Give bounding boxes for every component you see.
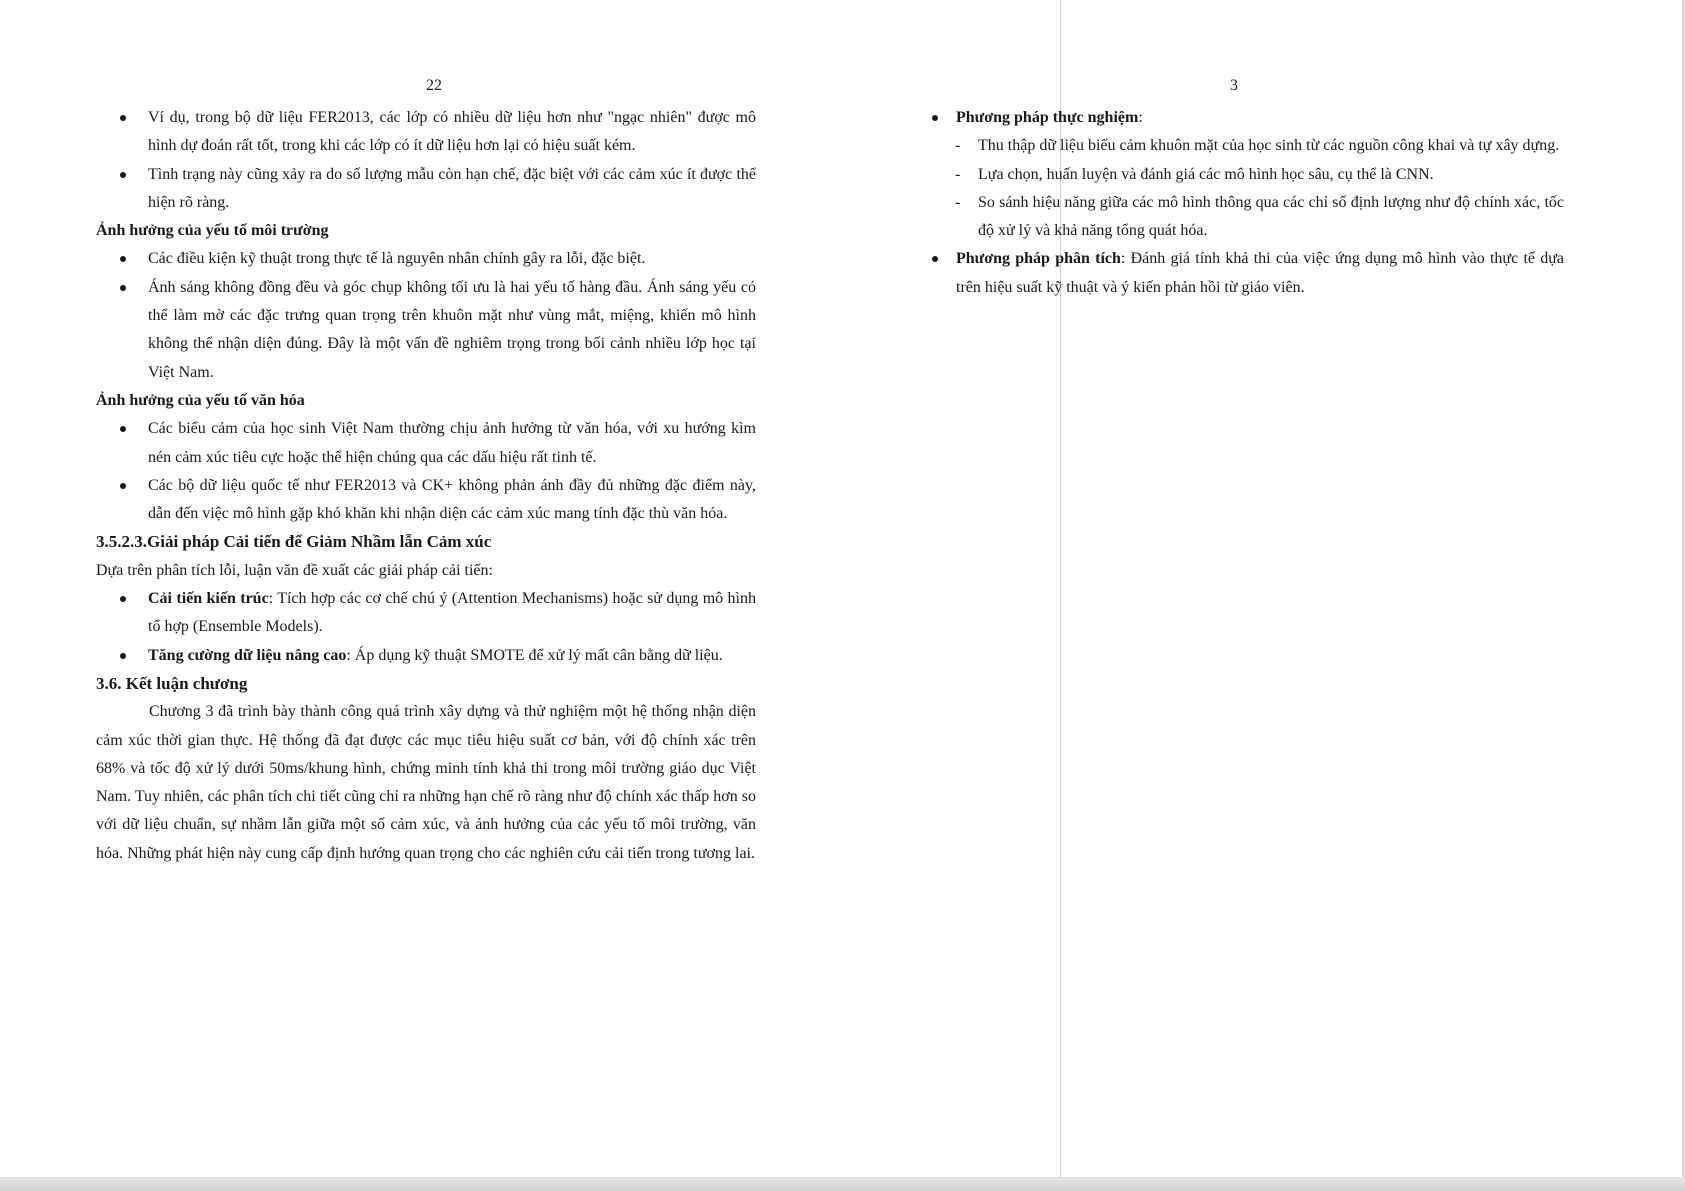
list-item: Các biểu cảm của học sinh Việt Nam thường chịu ảnh hưởng từ văn hóa, với xu hướng kìm nén cảm xúc tiêu cực hoặc thể hiện chúng qua các dấu hiệu rất tinh tế. <box>96 415 756 472</box>
bullet-icon <box>120 653 126 659</box>
scan-bottom-strip <box>0 1177 1685 1191</box>
left-page-number: 22 <box>426 77 442 94</box>
culture-bullets <box>96 415 756 528</box>
environment-bullets <box>96 245 756 386</box>
section-heading-3-6: 3.6. Kết luận chương <box>96 673 248 693</box>
bullet-icon <box>932 256 938 262</box>
list-item: - So sánh hiệu năng giữa các mô hình thông qua các chỉ số định lượng như độ chính xác, tốc độ xử lý và khả năng tổng quát hóa. <box>924 189 1564 246</box>
list-item: - Lựa chọn, huấn luyện và đánh giá các mô hình học sâu, cụ thể là CNN. <box>924 161 1564 189</box>
list-item: Phương pháp thực nghiệm: <box>924 104 1564 132</box>
bullet-icon <box>120 172 126 178</box>
bullet-icon <box>120 115 126 121</box>
bullet-icon <box>120 596 126 602</box>
dash-icon: - <box>955 193 961 211</box>
list-item: Tăng cường dữ liệu nâng cao: Áp dụng kỹ thuật SMOTE để xử lý mất cân bằng dữ liệu. <box>96 642 756 670</box>
bullet-icon <box>120 256 126 262</box>
improvement-bullets <box>96 585 756 670</box>
heading-culture: Ảnh hưởng của yếu tố văn hóa <box>96 391 305 409</box>
right-page-content <box>924 104 1564 302</box>
dash-icon: - <box>955 137 961 155</box>
bullet-icon <box>120 483 126 489</box>
list-item: Tình trạng này cũng xảy ra do số lượng mẫu còn hạn chế, đặc biệt với các cảm xúc ít được thể hiện rõ ràng. <box>96 161 756 218</box>
right-page-number: 3 <box>1230 77 1238 94</box>
dash-icon: - <box>955 165 961 183</box>
section-heading-3-5-2-3: 3.5.2.3.Giải pháp Cải tiến để Giảm Nhầm lẫn Cảm xúc <box>96 532 492 552</box>
analysis-bullets <box>924 245 1564 302</box>
list-item: Các điều kiện kỹ thuật trong thực tế là nguyên nhân chính gây ra lỗi, đặc biệt. <box>96 245 756 273</box>
method-bullets <box>924 104 1564 132</box>
left-page-content <box>96 104 756 868</box>
list-item: - Thu thập dữ liệu biểu cảm khuôn mặt của học sinh từ các nguồn công khai và tự xây dựng. <box>924 132 1564 160</box>
list-item: Cải tiến kiến trúc: Tích hợp các cơ chế chú ý (Attention Mechanisms) hoặc sử dụng mô hình tổ hợp (Ensemble Models). <box>96 585 756 642</box>
section-intro: Dựa trên phân tích lỗi, luận văn đề xuất các giải pháp cải tiến: <box>96 561 493 579</box>
list-item: Ánh sáng không đồng đều và góc chụp không tối ưu là hai yếu tố hàng đầu. Ánh sáng yếu có thể làm mờ các đặc trưng quan trọng trên khuôn mặt như vùng mắt, miệng, khiến mô hình không thể nhận diện đúng. Đây là một vấn đề nghiêm trọng trong bối cảnh nhiều lớp học tại Việt Nam. <box>96 274 756 387</box>
bullet-icon <box>120 426 126 432</box>
list-item: Ví dụ, trong bộ dữ liệu FER2013, các lớp có nhiều dữ liệu hơn như "ngạc nhiên" được mô hình dự đoán rất tốt, trong khi các lớp có ít dữ liệu hơn lại có hiệu suất kém. <box>96 104 756 161</box>
list-item: Các bộ dữ liệu quốc tế như FER2013 và CK+ không phản ánh đầy đủ những đặc điểm này, dẫn đến việc mô hình gặp khó khăn khi nhận diện các cảm xúc mang tính đặc thù văn hóa. <box>96 472 756 529</box>
data-imbalance-bullets <box>96 104 756 217</box>
list-item: Phương pháp phân tích: Đánh giá tính khả thi của việc ứng dụng mô hình vào thực tế dựa trên hiệu suất kỹ thuật và ý kiến phản hồi từ giáo viên. <box>924 245 1564 302</box>
bullet-icon <box>932 115 938 121</box>
conclusion-paragraph: Chương 3 đã trình bày thành công quá trình xây dựng và thử nghiệm một hệ thống nhận diện cảm xúc thời gian thực. Hệ thống đã đạt được các mục tiêu hiệu suất cơ bản, với độ chính xác trên 68% và tốc độ xử lý dưới 50ms/khung hình, chứng minh tính khả thi trong môi trường giáo dục Việt Nam. Tuy nhiên, các phân tích chi tiết cũng chỉ ra những hạn chế rõ ràng như độ chính xác thấp hơn so với dữ liệu chuẩn, sự nhầm lẫn giữa một số cảm xúc, và ảnh hưởng của các yếu tố môi trường, văn hóa. Những phát hiện này cung cấp định hướng quan trọng cho các nghiên cứu cải tiến trong tương lai. <box>96 703 756 862</box>
bullet-icon <box>120 285 126 291</box>
experimental-steps <box>924 132 1564 245</box>
heading-environment: Ảnh hưởng của yếu tố môi trường <box>96 222 329 240</box>
